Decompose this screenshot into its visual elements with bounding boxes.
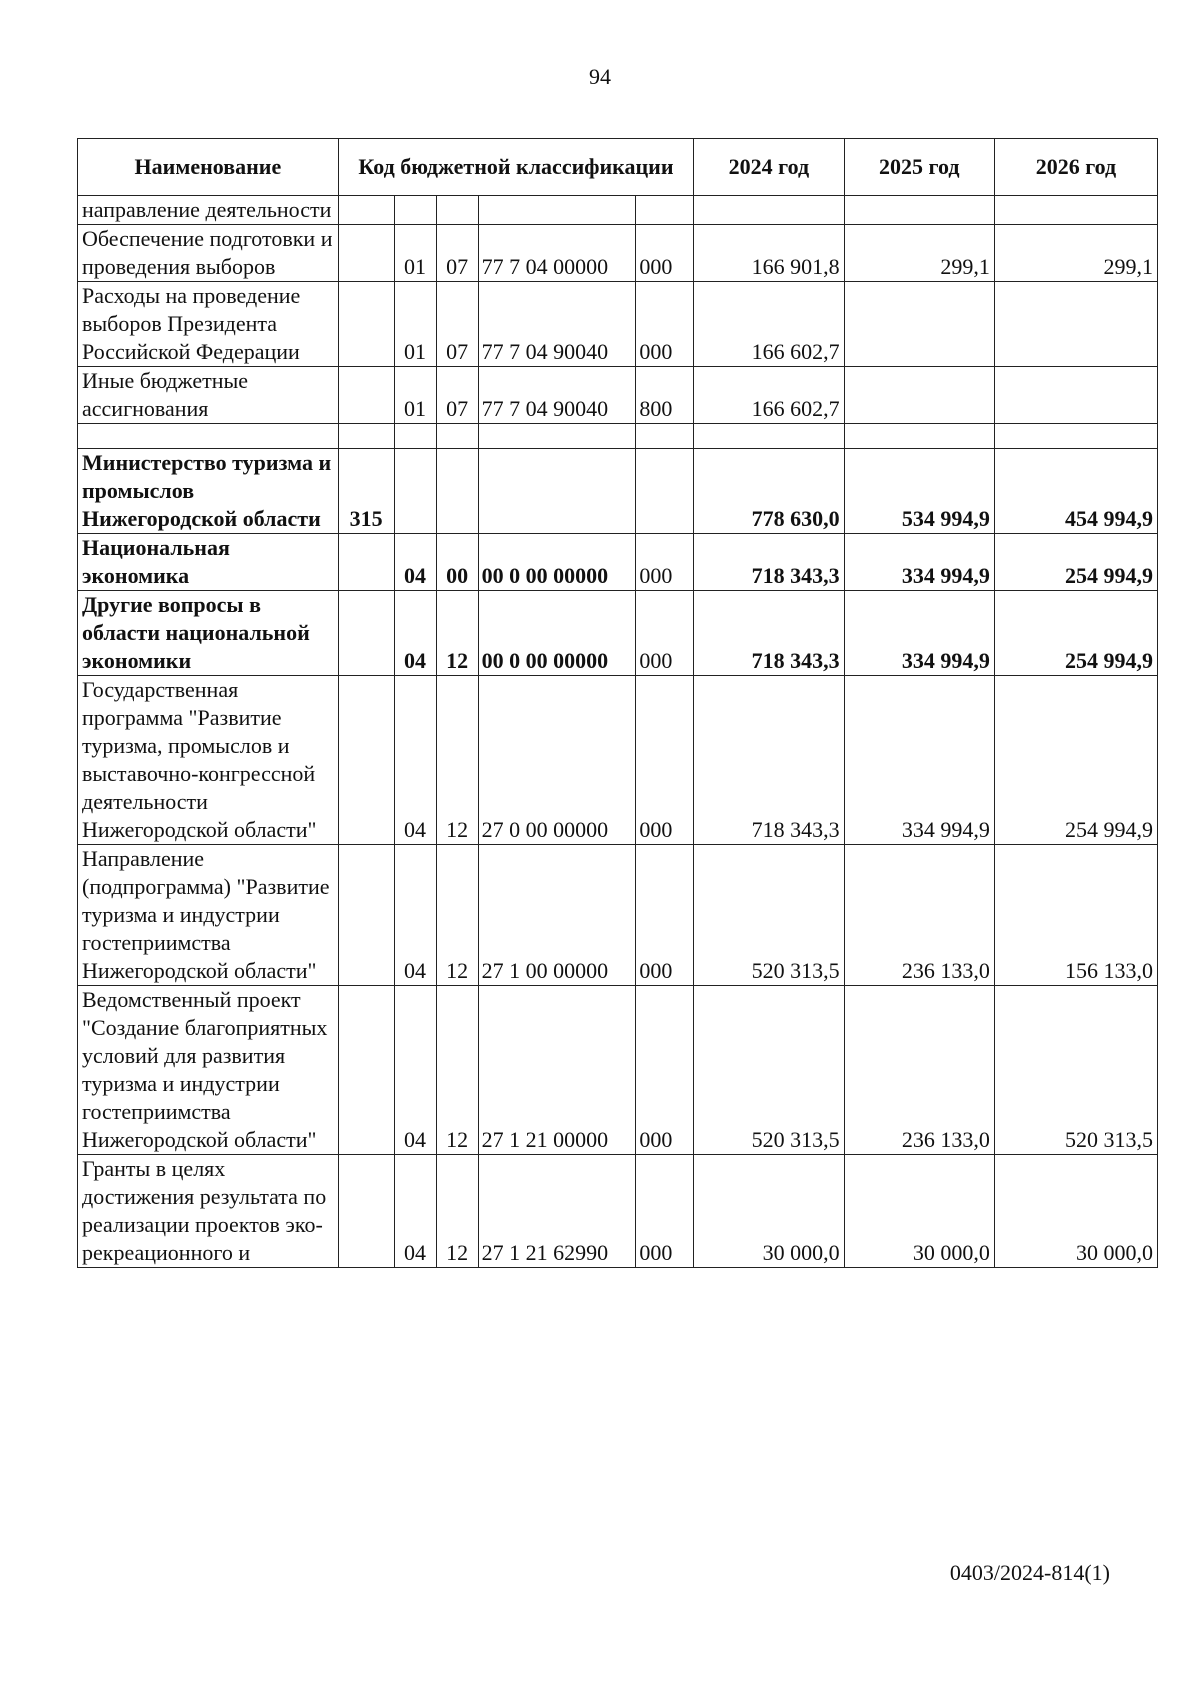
cell-rz: 04 [394, 845, 436, 986]
cell-name: направление деятельности [78, 196, 339, 225]
cell-y2026 [994, 367, 1157, 424]
cell-rz: 01 [394, 225, 436, 282]
cell-rz: 01 [394, 282, 436, 367]
header-2026: 2026 год [994, 139, 1157, 196]
cell-y2024: 718 343,3 [694, 676, 844, 845]
cell-name: Иные бюджетные ассигнования [78, 367, 339, 424]
cell-grbs [338, 282, 394, 367]
cell-y2024: 520 313,5 [694, 986, 844, 1155]
cell-y2026: 254 994,9 [994, 591, 1157, 676]
cell-y2025: 30 000,0 [844, 1155, 994, 1268]
cell-vr: 000 [636, 282, 694, 367]
table-row [78, 196, 1158, 225]
cell-vr: 000 [636, 225, 694, 282]
cell-name: Ведомственный проект "Создание благоприятных условий для развития туризма и индустрии гостеприимства Нижегородской области" [78, 986, 339, 1155]
cell-y2025 [844, 282, 994, 367]
cell-y2024 [694, 196, 844, 225]
cell-y2024 [694, 424, 844, 449]
cell-kcsr: 27 0 00 00000 [478, 676, 636, 845]
cell-rz: 04 [394, 676, 436, 845]
cell-y2024: 166 602,7 [694, 367, 844, 424]
budget-table [77, 138, 1158, 1268]
cell-y2024: 778 630,0 [694, 449, 844, 534]
header-name: Наименование [78, 139, 339, 196]
cell-name: Государственная программа "Развитие туризма, промыслов и выставочно-конгрессной деятельности Нижегородской области" [78, 676, 339, 845]
cell-pr: 12 [436, 986, 478, 1155]
cell-y2026: 520 313,5 [994, 986, 1157, 1155]
table-row [78, 591, 1158, 676]
table-row [78, 282, 1158, 367]
cell-vr: 800 [636, 367, 694, 424]
cell-y2026 [994, 424, 1157, 449]
table-row [78, 845, 1158, 986]
cell-grbs [338, 986, 394, 1155]
table-header-row [78, 139, 1158, 196]
cell-grbs [338, 845, 394, 986]
page-number: 94 [589, 64, 611, 89]
cell-name: Министерство туризма и промыслов Нижегородской области [78, 449, 339, 534]
cell-vr: 000 [636, 534, 694, 591]
cell-pr: 12 [436, 676, 478, 845]
cell-grbs [338, 676, 394, 845]
cell-grbs [338, 225, 394, 282]
table-row [78, 424, 1158, 449]
cell-pr [436, 424, 478, 449]
cell-grbs [338, 591, 394, 676]
cell-y2026: 454 994,9 [994, 449, 1157, 534]
cell-name: Обеспечение подготовки и проведения выборов [78, 225, 339, 282]
header-2024: 2024 год [694, 139, 844, 196]
cell-grbs [338, 196, 394, 225]
cell-y2024: 718 343,3 [694, 591, 844, 676]
cell-pr: 12 [436, 845, 478, 986]
cell-rz [394, 449, 436, 534]
cell-y2026 [994, 196, 1157, 225]
table-row [78, 676, 1158, 845]
table-body [78, 196, 1158, 1268]
cell-y2025 [844, 196, 994, 225]
cell-kcsr: 00 0 00 00000 [478, 591, 636, 676]
cell-pr: 07 [436, 367, 478, 424]
cell-y2026: 254 994,9 [994, 534, 1157, 591]
cell-rz [394, 196, 436, 225]
cell-pr [436, 449, 478, 534]
cell-name: Другие вопросы в области национальной экономики [78, 591, 339, 676]
cell-rz: 04 [394, 1155, 436, 1268]
cell-vr: 000 [636, 845, 694, 986]
cell-name: Расходы на проведение выборов Президента Российской Федерации [78, 282, 339, 367]
cell-grbs [338, 1155, 394, 1268]
cell-rz: 04 [394, 986, 436, 1155]
cell-grbs: 315 [338, 449, 394, 534]
cell-kcsr [478, 449, 636, 534]
cell-name: Национальная экономика [78, 534, 339, 591]
cell-kcsr: 77 7 04 90040 [478, 282, 636, 367]
cell-vr: 000 [636, 1155, 694, 1268]
cell-vr: 000 [636, 591, 694, 676]
cell-kcsr: 27 1 21 00000 [478, 986, 636, 1155]
cell-pr: 12 [436, 1155, 478, 1268]
cell-y2025: 334 994,9 [844, 534, 994, 591]
cell-rz: 01 [394, 367, 436, 424]
cell-y2024: 520 313,5 [694, 845, 844, 986]
table-row [78, 986, 1158, 1155]
cell-vr [636, 424, 694, 449]
cell-grbs [338, 424, 394, 449]
table-row [78, 367, 1158, 424]
cell-pr: 07 [436, 282, 478, 367]
cell-vr: 000 [636, 986, 694, 1155]
cell-y2026: 156 133,0 [994, 845, 1157, 986]
cell-pr: 12 [436, 591, 478, 676]
table-row [78, 534, 1158, 591]
table-row [78, 449, 1158, 534]
cell-y2026 [994, 282, 1157, 367]
cell-y2025: 236 133,0 [844, 986, 994, 1155]
cell-kcsr: 77 7 04 90040 [478, 367, 636, 424]
cell-vr: 000 [636, 676, 694, 845]
cell-rz: 04 [394, 591, 436, 676]
cell-name [78, 424, 339, 449]
cell-kcsr [478, 424, 636, 449]
cell-y2025 [844, 367, 994, 424]
cell-y2025: 534 994,9 [844, 449, 994, 534]
cell-y2024: 30 000,0 [694, 1155, 844, 1268]
cell-grbs [338, 534, 394, 591]
cell-pr: 00 [436, 534, 478, 591]
header-2025: 2025 год [844, 139, 994, 196]
cell-y2026: 30 000,0 [994, 1155, 1157, 1268]
cell-pr: 07 [436, 225, 478, 282]
cell-kcsr: 00 0 00 00000 [478, 534, 636, 591]
cell-y2025: 334 994,9 [844, 676, 994, 845]
cell-vr [636, 196, 694, 225]
cell-rz: 04 [394, 534, 436, 591]
cell-y2026: 299,1 [994, 225, 1157, 282]
cell-y2024: 166 602,7 [694, 282, 844, 367]
cell-y2025: 334 994,9 [844, 591, 994, 676]
cell-name: Направление (подпрограмма) "Развитие туризма и индустрии гостеприимства Нижегородской области" [78, 845, 339, 986]
cell-kcsr: 77 7 04 00000 [478, 225, 636, 282]
header-code: Код бюджетной классификации [338, 139, 693, 196]
cell-kcsr [478, 196, 636, 225]
document-code: 0403/2024-814(1) [949, 1560, 1110, 1585]
cell-grbs [338, 367, 394, 424]
cell-pr [436, 196, 478, 225]
cell-y2025: 299,1 [844, 225, 994, 282]
cell-kcsr: 27 1 00 00000 [478, 845, 636, 986]
cell-rz [394, 424, 436, 449]
cell-name: Гранты в целях достижения результата по реализации проектов эко-рекреационного и [78, 1155, 339, 1268]
table-row [78, 225, 1158, 282]
cell-vr [636, 449, 694, 534]
cell-y2026: 254 994,9 [994, 676, 1157, 845]
table-row [78, 1155, 1158, 1268]
cell-y2025 [844, 424, 994, 449]
cell-kcsr: 27 1 21 62990 [478, 1155, 636, 1268]
cell-y2024: 718 343,3 [694, 534, 844, 591]
cell-y2024: 166 901,8 [694, 225, 844, 282]
cell-y2025: 236 133,0 [844, 845, 994, 986]
